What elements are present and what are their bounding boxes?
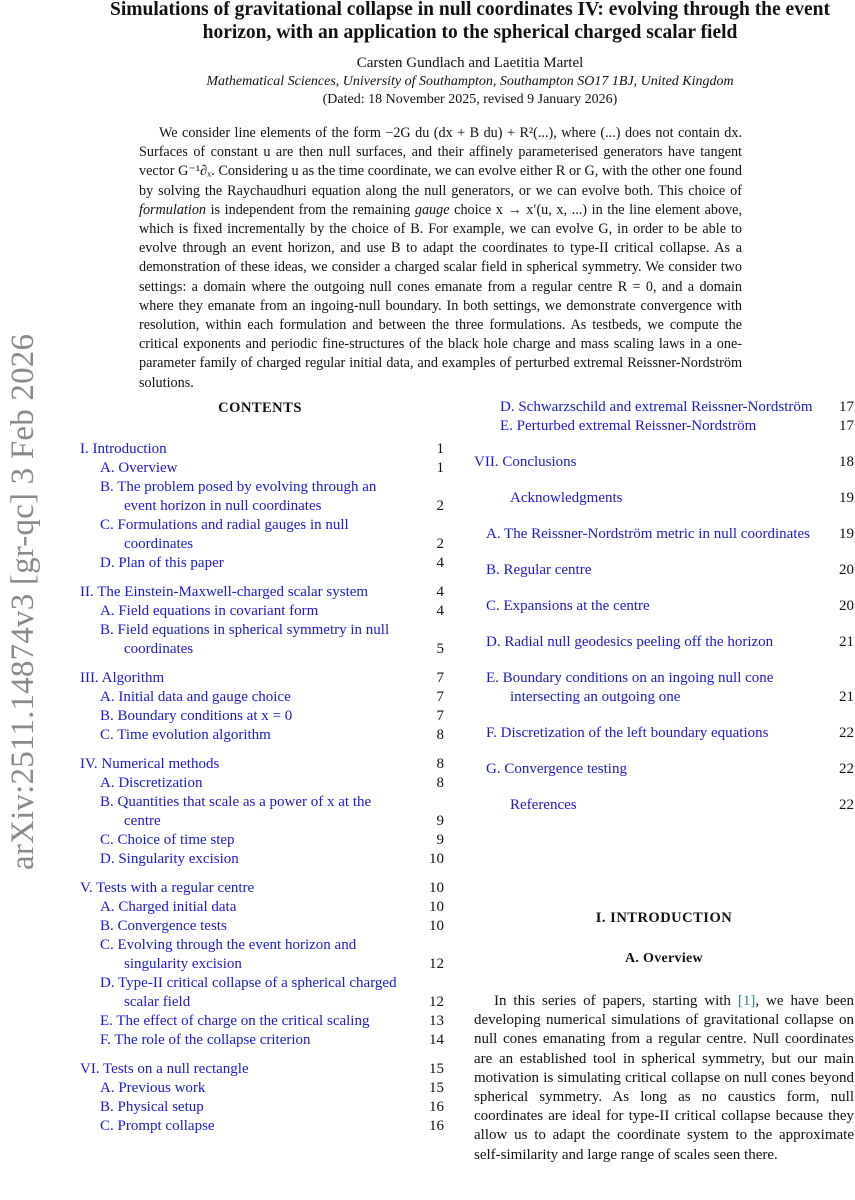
toc-page-number: 22 xyxy=(839,797,854,813)
toc-page-number: 10 xyxy=(429,851,444,867)
toc-entry[interactable] xyxy=(80,688,444,707)
toc-entry[interactable] xyxy=(80,459,444,478)
toc-entry-label[interactable]: G. Convergence testing xyxy=(486,761,627,777)
toc-entry[interactable] xyxy=(474,561,854,580)
toc-page-number: 9 xyxy=(436,832,444,848)
toc-page-number: 22 xyxy=(839,761,854,777)
toc-right-column xyxy=(474,398,854,815)
toc-entry[interactable] xyxy=(80,936,444,974)
toc-entry-label[interactable]: F. Discretization of the left boundary equations xyxy=(486,725,769,741)
toc-entry[interactable] xyxy=(474,453,854,472)
toc-page-number: 1 xyxy=(436,441,444,457)
date-line: (Dated: 18 November 2025, revised 9 January 2026) xyxy=(322,92,618,107)
abstract-emphasis-gauge: gauge xyxy=(414,201,450,218)
toc-entry-label[interactable]: A. Discretization xyxy=(100,775,203,791)
toc-page-number: 22 xyxy=(839,725,854,741)
toc-entry-label[interactable]: C. Formulations and radial gauges in null coordinates xyxy=(100,517,349,552)
toc-entry-label[interactable]: V. Tests with a regular centre xyxy=(80,880,255,896)
abstract-text: choice x → x′(u, x, ...) in the line element above, which is fixed incrementally by the choice of B. For example, we can evolve G, in order to be able to evolve through an event horizon, and use B to adapt the coordinates to type-II critical collapse. As a demonstration of these ideas, we consider a charged scalar field in spherical symmetry. We consider two settings: a domain where the outgoing null cones emanate from a regular centre R = 0, and a domain where they emanate from an ingoing-null boundary. In both settings, we demonstrate convergence with resolution, within each formulation and between the three formulations. As testbeds, we compute the critical exponents and periodic fine-structures of the black hole charge and mass scaling laws in a one-parameter family of charged regular initial data, and examples of perturbed extremal Reissner-Nordström solutions. xyxy=(139,201,742,391)
toc-entry-label[interactable]: B. Quantities that scale as a power of x at the centre xyxy=(100,794,372,829)
toc-entry-label[interactable]: III. Algorithm xyxy=(80,670,165,686)
toc-page-number: 4 xyxy=(436,555,444,571)
abstract-emphasis-formulation: formulation xyxy=(139,201,207,218)
toc-entry-label[interactable]: B. Boundary conditions at x = 0 xyxy=(100,708,293,724)
toc-page-number: 18 xyxy=(839,454,854,470)
toc-entry[interactable] xyxy=(80,621,444,659)
toc-page-number: 10 xyxy=(429,880,444,896)
toc-entry-label[interactable]: A. Initial data and gauge choice xyxy=(100,689,291,705)
toc-entry-label[interactable]: I. Introduction xyxy=(80,441,167,457)
toc-entry[interactable] xyxy=(80,669,444,688)
toc-entry-label[interactable]: B. Field equations in spherical symmetry in null coordinates xyxy=(100,622,390,657)
abstract-text: is independent from the remaining xyxy=(206,201,415,218)
toc-entry[interactable] xyxy=(80,755,444,774)
toc-entry[interactable] xyxy=(80,478,444,516)
toc-page-number: 4 xyxy=(436,584,444,600)
toc-entry[interactable] xyxy=(474,724,854,743)
toc-entry-label[interactable]: VI. Tests on a null rectangle xyxy=(80,1061,249,1077)
toc-entry-label[interactable]: B. Physical setup xyxy=(100,1099,204,1115)
toc-entry-label[interactable]: II. The Einstein-Maxwell-charged scalar system xyxy=(80,584,369,600)
toc-entry-label[interactable]: A. Field equations in covariant form xyxy=(100,603,319,619)
toc-page-number: 7 xyxy=(436,670,444,686)
section-heading-introduction: I. INTRODUCTION xyxy=(595,910,733,926)
toc-entry-label[interactable]: IV. Numerical methods xyxy=(80,756,220,772)
toc-page-number: 8 xyxy=(436,727,444,743)
toc-entry-label[interactable]: Acknowledgments xyxy=(510,490,623,506)
toc-entry[interactable] xyxy=(80,726,444,745)
toc-entry[interactable] xyxy=(80,898,444,917)
toc-entry[interactable] xyxy=(474,597,854,616)
toc-entry-label[interactable]: C. Prompt collapse xyxy=(100,1118,215,1134)
toc-page-number: 19 xyxy=(839,526,854,542)
toc-page-number: 17 xyxy=(839,418,854,434)
toc-entry[interactable] xyxy=(80,917,444,936)
toc-entry[interactable] xyxy=(80,440,444,459)
toc-entry[interactable] xyxy=(80,554,444,573)
introduction-paragraph xyxy=(474,992,854,1165)
toc-entry[interactable] xyxy=(474,796,854,815)
toc-page-number: 5 xyxy=(436,641,444,657)
subsection-heading-overview: A. Overview xyxy=(625,951,703,966)
toc-entry-label[interactable]: C. Time evolution algorithm xyxy=(100,727,271,743)
toc-entry-label[interactable]: E. The effect of charge on the critical scaling xyxy=(100,1013,370,1029)
toc-page-number: 9 xyxy=(436,813,444,829)
toc-entry-label[interactable]: C. Expansions at the centre xyxy=(486,598,650,614)
toc-entry-label[interactable]: C. Evolving through the event horizon and singularity excision xyxy=(100,937,357,972)
toc-entry-label[interactable]: D. Plan of this paper xyxy=(100,555,224,571)
toc-entry-label[interactable]: D. Schwarzschild and extremal Reissner-Nordström xyxy=(500,399,813,415)
toc-entry[interactable] xyxy=(80,1060,444,1079)
toc-entry[interactable] xyxy=(80,974,444,1012)
toc-entry-label[interactable]: References xyxy=(510,797,577,813)
toc-page-number: 8 xyxy=(436,775,444,791)
toc-entry[interactable] xyxy=(80,793,444,831)
paragraph-text: , we have been developing numerical simulations of gravitational collapse on null cones emanating from a regular centre. Null coordinates are an established tool in spherical symmetry, but our main motivation is simulating critical collapse on null cones beyond spherical symmetry. As long as no caustics form, null coordinates are ideal for type-II critical collapse because they allow us to adapt the coordinate system to the approximate self-similarity and large range of scales seen there. xyxy=(474,993,855,1163)
toc-page-number: 10 xyxy=(429,918,444,934)
toc-entry-label[interactable]: B. Convergence tests xyxy=(100,918,227,934)
toc-page-number: 12 xyxy=(429,994,444,1010)
toc-page-number: 15 xyxy=(429,1080,444,1096)
toc-page-number: 2 xyxy=(436,536,444,552)
toc-entry-label[interactable]: A. Previous work xyxy=(100,1080,206,1096)
toc-entry[interactable] xyxy=(474,417,854,436)
toc-entry-label[interactable]: VII. Conclusions xyxy=(474,454,577,470)
toc-entry-label[interactable]: E. Perturbed extremal Reissner-Nordström xyxy=(500,418,757,434)
toc-page-number: 13 xyxy=(429,1013,444,1029)
paper-title: Simulations of gravitational collapse in null coordinates IV: evolving through the event horizon, with an application to the spherical charged scalar field xyxy=(110,0,830,43)
toc-entry[interactable] xyxy=(80,1098,444,1117)
authors: Carsten Gundlach and Laetitia Martel xyxy=(356,55,584,71)
toc-entry[interactable] xyxy=(80,602,444,621)
toc-entry-label[interactable]: A. Overview xyxy=(100,460,178,476)
toc-page-number: 7 xyxy=(436,689,444,705)
toc-entry[interactable] xyxy=(80,850,444,869)
toc-entry[interactable] xyxy=(80,879,444,898)
toc-entry-label[interactable]: F. The role of the collapse criterion xyxy=(100,1032,311,1048)
toc-page-number: 8 xyxy=(436,756,444,772)
toc-page-number: 14 xyxy=(429,1032,444,1048)
toc-page-number: 20 xyxy=(839,562,854,578)
toc-entry-label[interactable]: A. Charged initial data xyxy=(100,899,237,915)
toc-entry[interactable] xyxy=(80,1012,444,1031)
toc-entry-label[interactable]: A. The Reissner-Nordström metric in null coordinates xyxy=(486,526,810,542)
toc-page-number: 16 xyxy=(429,1118,444,1134)
citation-link[interactable]: [1] xyxy=(737,993,756,1009)
toc-page-number: 15 xyxy=(429,1061,444,1077)
toc-entry[interactable] xyxy=(474,398,854,417)
toc-page-number: 17 xyxy=(839,399,854,415)
toc-page-number: 7 xyxy=(436,708,444,724)
toc-entry-label[interactable]: D. Type-II critical collapse of a spherical charged scalar field xyxy=(100,975,397,1010)
toc-page-number: 21 xyxy=(839,634,854,650)
toc-entry[interactable] xyxy=(80,1079,444,1098)
toc-entry-label[interactable]: D. Radial null geodesics peeling off the horizon xyxy=(486,634,774,650)
toc-entry[interactable] xyxy=(474,633,854,652)
abstract xyxy=(139,124,742,393)
toc-page-number: 20 xyxy=(839,598,854,614)
toc-entry[interactable] xyxy=(474,525,854,544)
toc-page-number: 2 xyxy=(436,498,444,514)
contents-heading: CONTENTS xyxy=(218,400,302,416)
toc-page-number: 1 xyxy=(436,460,444,476)
toc-page-number: 10 xyxy=(429,899,444,915)
toc-entry-label[interactable]: C. Choice of time step xyxy=(100,832,235,848)
abstract-text: We consider line elements of the form −2G du (dx + B du) + R²(...), where (...) does not contain dx. Surfaces of constant u are then null surfaces, and their affinely parameterised generators have tangent vector G⁻¹∂ₓ. Considering u as the time coordinate, we can evolve either R or G, with the other one found by solving the Raychaudhuri equation along the null generators, or we can evolve both. This choice of xyxy=(139,125,742,199)
toc-entry-label[interactable]: B. The problem posed by evolving through an event horizon in null coordinates xyxy=(100,479,377,514)
toc-page-number: 21 xyxy=(839,689,854,705)
paragraph-text: In this series of papers, starting with xyxy=(494,993,738,1009)
toc-entry[interactable] xyxy=(80,583,444,602)
toc-entry-label[interactable]: D. Singularity excision xyxy=(100,851,239,867)
toc-entry[interactable] xyxy=(80,1031,444,1050)
toc-page-number: 4 xyxy=(436,603,444,619)
toc-entry[interactable] xyxy=(474,489,854,508)
toc-left-column xyxy=(80,440,444,1136)
toc-entry-label[interactable]: E. Boundary conditions on an ingoing null cone intersecting an outgoing one xyxy=(486,670,774,705)
arxiv-stamp: arXiv:2511.14874v3 [gr-qc] 3 Feb 2026 xyxy=(5,333,41,870)
toc-entry[interactable] xyxy=(474,669,854,707)
toc-entry[interactable] xyxy=(80,831,444,850)
toc-page-number: 19 xyxy=(839,490,854,506)
toc-entry[interactable] xyxy=(474,760,854,779)
affiliation: Mathematical Sciences, University of Southampton, Southampton SO17 1BJ, United Kingdom xyxy=(206,74,734,89)
toc-page-number: 16 xyxy=(429,1099,444,1115)
toc-entry[interactable] xyxy=(80,707,444,726)
toc-entry-label[interactable]: B. Regular centre xyxy=(486,562,592,578)
toc-entry[interactable] xyxy=(80,1117,444,1136)
toc-page-number: 12 xyxy=(429,956,444,972)
toc-entry[interactable] xyxy=(80,516,444,554)
toc-entry[interactable] xyxy=(80,774,444,793)
